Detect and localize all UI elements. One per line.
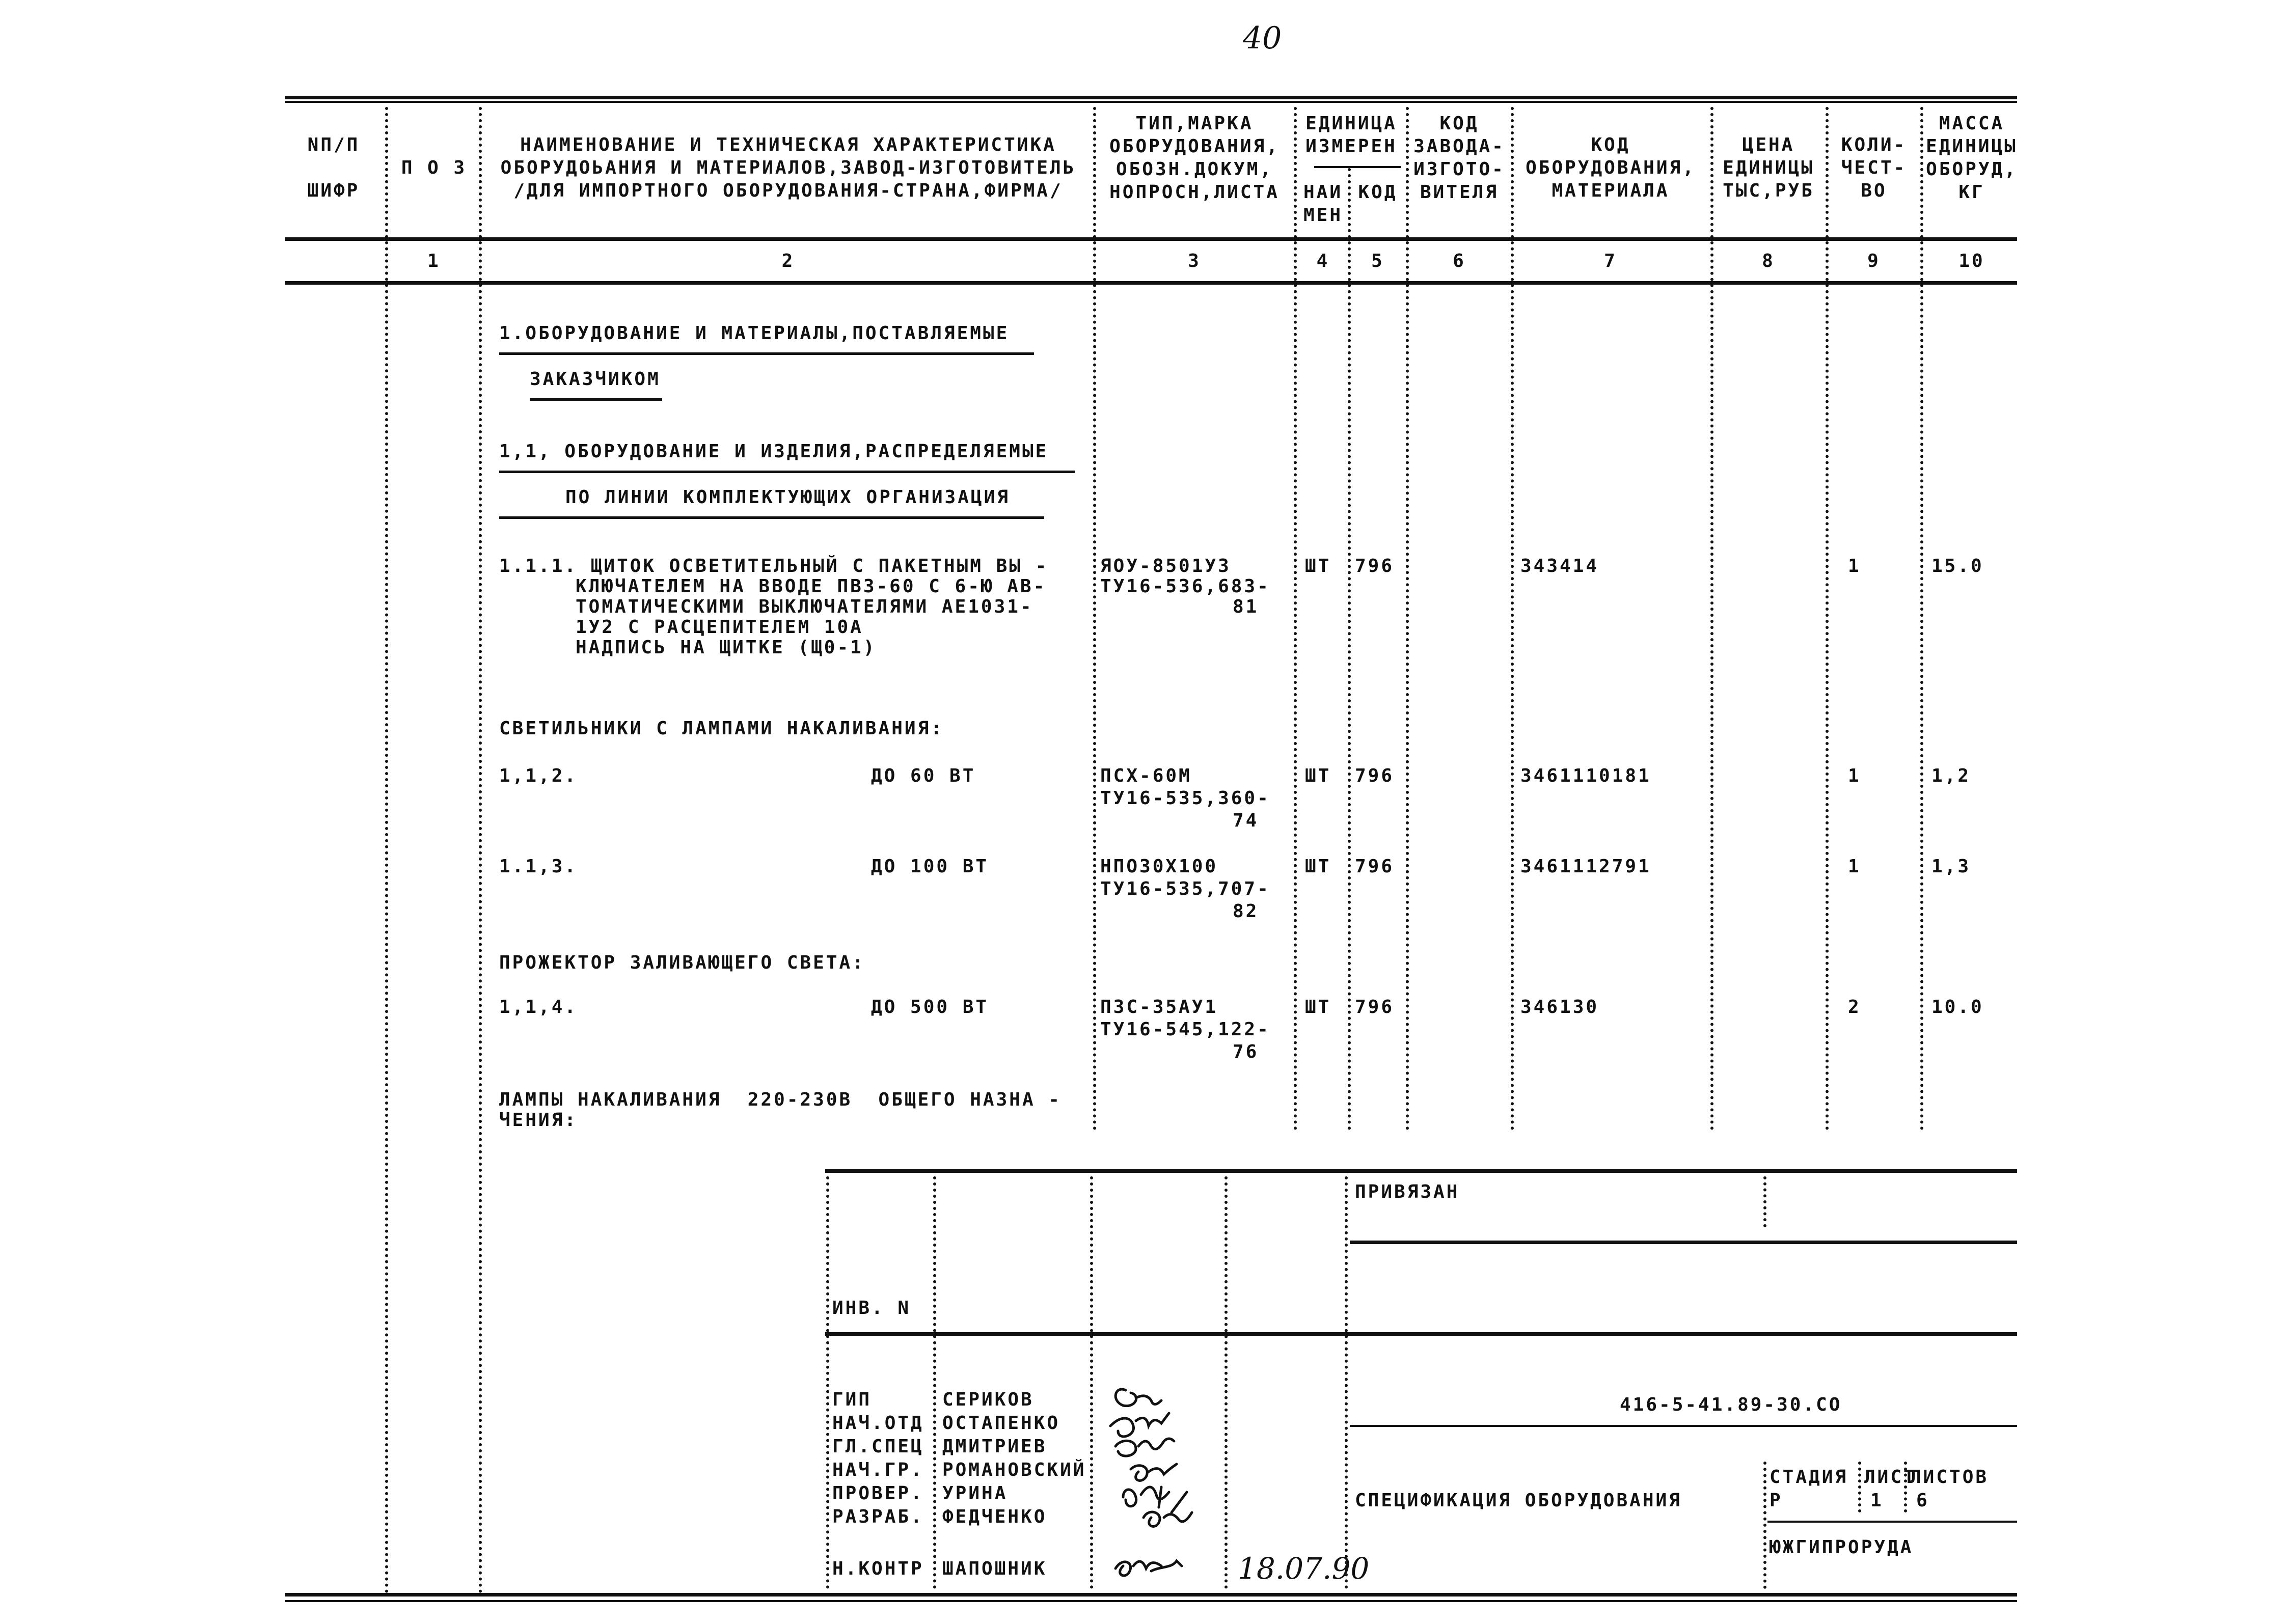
- item-114-qty: 2: [1848, 997, 1861, 1017]
- item-111-line-5: НАДПИСЬ НА ЩИТКЕ (Щ0-1): [576, 637, 877, 658]
- hdr-c3-l2: ОБОРУДОВАНИЯ,: [1109, 136, 1280, 157]
- hdr-c9-l1: КОЛИ-: [1841, 134, 1907, 155]
- hdr-unit-l2: ИЗМЕРЕН: [1305, 136, 1397, 157]
- item-114-code: 346130: [1520, 997, 1599, 1017]
- col-sep-4b: [1348, 168, 1351, 1131]
- col-sep-2: [479, 107, 482, 1594]
- hdr-c10-l4: КГ: [1958, 182, 1985, 203]
- stamp-name-3: РОМАНОВСКИЙ: [942, 1460, 1086, 1480]
- item-112-mass: 1,2: [1931, 765, 1971, 786]
- hdr-c7-l1: КОД: [1591, 134, 1630, 155]
- item-113-mass: 1,3: [1931, 856, 1971, 877]
- stamp-sep-b: [933, 1176, 936, 1589]
- lamps-heading: СВЕТИЛЬНИКИ С ЛАМПАМИ НАКАЛИВАНИЯ:: [499, 718, 944, 739]
- lamps-220-line-2: ЧЕНИЯ:: [499, 1110, 578, 1131]
- hdr-c9-l3: ВО: [1861, 180, 1887, 201]
- stamp-sheets-label: ЛИСТОВ: [1910, 1467, 1989, 1488]
- item-111-code: 343414: [1520, 556, 1599, 576]
- item-114-type-1: ПЗС-35АУ1: [1100, 997, 1218, 1017]
- item-112-qty: 1: [1848, 765, 1861, 786]
- stamp-doc-code: 416-5-41.89-30.CO: [1620, 1394, 1842, 1415]
- stamp-name-5: ФЕДЧЕНКО: [942, 1506, 1047, 1527]
- item-114-mass: 10.0: [1931, 997, 1984, 1017]
- item-111-line-1: 1.1.1. ЩИТОК ОСВЕТИТЕЛЬНЫЙ С ПАКЕТНЫМ ВЫ -: [499, 556, 1049, 576]
- colnum-6: 6: [1453, 251, 1466, 271]
- item-112-type-3: 74: [1233, 810, 1259, 831]
- page-number: 40: [1243, 20, 1282, 56]
- stamp-role-5: РАЗРАБ.: [832, 1506, 924, 1527]
- item-114-type-2: ТУ16-545,122-: [1100, 1019, 1270, 1040]
- col-sep-4: [1294, 107, 1297, 1131]
- item-114-num: 1,1,4.: [499, 997, 578, 1017]
- item-113-code: 3461112791: [1520, 856, 1651, 877]
- stamp-date: 18.07.90: [1238, 1551, 1370, 1586]
- stamp-role-2: ГЛ.СПЕЦ: [832, 1436, 924, 1457]
- section-11-title-2: ПО ЛИНИИ КОМПЛЕКТУЮЩИХ ОРГАНИЗАЦИЯ: [565, 487, 1010, 508]
- item-114-type-3: 76: [1233, 1041, 1259, 1062]
- hdr-c8-l2: ЕДИНИЦЫ: [1723, 157, 1814, 178]
- stamp-sep-h: [1858, 1462, 1861, 1512]
- col-sep-1: [385, 107, 388, 1594]
- item-112-unit: ШТ: [1305, 765, 1331, 786]
- hdr-c2-l3: /ДЛЯ ИМПОРТНОГО ОБОРУДОВАНИЯ-СТРАНА,ФИРМА/: [513, 180, 1063, 201]
- hdr-unit-l1: ЕДИНИЦА: [1305, 113, 1397, 134]
- section-1-title-2: ЗАКАЗЧИКОМ: [530, 369, 661, 390]
- stamp-name-4: УРИНА: [942, 1483, 1008, 1504]
- item-113-desc: ДО 100 ВТ: [871, 856, 989, 877]
- item-114-desc: ДО 500 ВТ: [871, 997, 989, 1017]
- hdr-c3-l1: ТИП,МАРКА: [1135, 113, 1254, 134]
- hdr-c9-l2: ЧЕСТ-: [1841, 157, 1907, 178]
- stamp-attached: ПРИВЯЗАН: [1355, 1181, 1460, 1202]
- item-111-type-1: ЯОУ-8501У3: [1100, 556, 1231, 576]
- hdr-c1: П О З: [401, 157, 467, 178]
- table-bottom-rule-2: [285, 1600, 2017, 1602]
- item-112-unit-code: 796: [1355, 765, 1395, 786]
- stamp-sheet-label: ЛИСТ: [1864, 1467, 1917, 1488]
- projector-heading: ПРОЖЕКТОР ЗАЛИВАЮЩЕГО СВЕТА:: [499, 952, 865, 973]
- stamp-name-1: ОСТАПЕНКО: [942, 1413, 1060, 1434]
- item-111-mass: 15.0: [1931, 556, 1984, 576]
- item-112-type-1: ПСХ-60М: [1100, 765, 1192, 786]
- stamp-sheets: 6: [1916, 1490, 1929, 1511]
- hdr-c0-l1: NП/П: [307, 134, 360, 155]
- item-113-qty: 1: [1848, 856, 1861, 877]
- colnum-9: 9: [1867, 251, 1881, 271]
- stamp-title: СПЕЦИФИКАЦИЯ ОБОРУДОВАНИЯ: [1355, 1490, 1682, 1511]
- item-111-line-3: ТОМАТИЧЕСКИМИ ВЫКЛЮЧАТЕЛЯМИ АЕ1031-: [576, 596, 1033, 617]
- stamp-sep-a: [826, 1176, 829, 1589]
- section-11-underline: [499, 471, 1075, 473]
- item-112-desc: ДО 60 ВТ: [871, 765, 976, 786]
- stamp-sep-g: [1763, 1462, 1766, 1589]
- colnum-5: 5: [1371, 251, 1384, 271]
- item-112-code: 3461110181: [1520, 765, 1651, 786]
- hdr-c3-l3: ОБОЗН.ДОКУМ,: [1115, 159, 1273, 180]
- hdr-c8-l3: ТЫС,РУБ: [1723, 180, 1814, 201]
- hdr-c7-l3: МАТЕРИАЛА: [1552, 180, 1670, 201]
- hdr-c10-l3: ОБОРУД,: [1926, 159, 2018, 180]
- colnum-10: 10: [1958, 251, 1985, 271]
- colnum-7: 7: [1604, 251, 1617, 271]
- item-111-qty: 1: [1848, 556, 1861, 576]
- item-113-unit-code: 796: [1355, 856, 1395, 877]
- item-113-type-1: НПО30Х100: [1100, 856, 1218, 877]
- item-112-type-2: ТУ16-535,360-: [1100, 788, 1270, 809]
- item-111-line-2: КЛЮЧАТЕЛЕМ НА ВВОДЕ ПВЗ-60 С 6-Ю АВ-: [576, 576, 1047, 597]
- stamp-role-0: ГИП: [832, 1389, 872, 1410]
- hdr-unit-divider: [1314, 166, 1401, 168]
- item-111-type-3: 81: [1233, 596, 1259, 617]
- item-114-unit: ШТ: [1305, 997, 1331, 1017]
- header-bottom-rule: [285, 237, 2017, 241]
- section-11-title: 1,1, ОБОРУДОВАНИЕ И ИЗДЕЛИЯ,РАСПРЕДЕЛЯЕМЫЕ: [499, 441, 1049, 462]
- hdr-c6-l3: ИЗГОТО-: [1413, 159, 1505, 180]
- stamp-role-4: ПРОВЕР.: [832, 1483, 924, 1504]
- signatures: [1095, 1370, 1228, 1594]
- colnum-bottom-rule: [285, 281, 2017, 285]
- stamp-attached-rule: [1350, 1241, 2017, 1244]
- hdr-c10-l1: МАССА: [1939, 113, 2005, 134]
- hdr-c2-l2: ОБОРУДОЬАНИЯ И МАТЕРИАЛОВ,ЗАВОД-ИЗГОТОВИТЕЛЬ: [500, 157, 1076, 178]
- colnum-3: 3: [1188, 251, 1201, 271]
- table-top-rule-2: [285, 101, 2017, 103]
- colnum-1: 1: [427, 251, 441, 271]
- item-114-unit-code: 796: [1355, 997, 1395, 1017]
- hdr-c0-l3: ШИФР: [307, 180, 360, 201]
- item-112-num: 1,1,2.: [499, 765, 578, 786]
- item-111-unit-code: 796: [1355, 556, 1395, 576]
- stamp-org: ЮЖГИПРОРУДА: [1770, 1537, 1914, 1558]
- stamp-stage-label: СТАДИЯ: [1770, 1467, 1848, 1488]
- colnum-4: 4: [1316, 251, 1330, 271]
- item-111-type-2: ТУ16-536,683-: [1100, 576, 1270, 597]
- hdr-c6-l1: КОД: [1439, 113, 1479, 134]
- table-top-rule: [285, 96, 2017, 99]
- hdr-c8-l1: ЦЕНА: [1742, 134, 1795, 155]
- hdr-c5: КОД: [1358, 182, 1398, 203]
- item-113-type-3: 82: [1233, 901, 1259, 922]
- item-113-num: 1.1,3.: [499, 856, 578, 877]
- stamp-role-1: НАЧ.ОТД: [832, 1413, 924, 1434]
- hdr-c4-l1: НАИ: [1303, 182, 1343, 203]
- section-1-underline-2: [530, 398, 662, 401]
- stamp-sep-e: [1345, 1176, 1348, 1589]
- stamp-sheet: 1: [1870, 1490, 1884, 1511]
- hdr-c3-l4: НОПРОСН,ЛИСТА: [1109, 182, 1280, 203]
- hdr-c2-l1: НАИМЕНОВАНИЕ И ТЕХНИЧЕСКАЯ ХАРАКТЕРИСТИКА: [520, 134, 1056, 155]
- stamp-name-6: ШАПОШНИК: [942, 1558, 1047, 1579]
- colnum-2: 2: [781, 251, 795, 271]
- stamp-top-rule: [825, 1169, 2017, 1173]
- stamp-stage: Р: [1770, 1490, 1783, 1511]
- section-11-underline-2: [499, 516, 1044, 519]
- hdr-c7-l2: ОБОРУДОВАНИЯ,: [1526, 157, 1696, 178]
- colnum-8: 8: [1762, 251, 1775, 271]
- hdr-c10-l2: ЕДИНИЦЫ: [1926, 136, 2018, 157]
- stamp-mid-rule: [825, 1332, 2017, 1336]
- stamp-name-0: СЕРИКОВ: [942, 1389, 1034, 1410]
- section-1-title: 1.ОБОРУДОВАНИЕ И МАТЕРИАЛЫ,ПОСТАВЛЯЕМЫЕ: [499, 323, 1010, 344]
- hdr-c6-l4: ВИТЕЛЯ: [1420, 182, 1499, 203]
- stamp-stage-rule: [1767, 1521, 2017, 1523]
- item-113-unit: ШТ: [1305, 856, 1331, 877]
- stamp-sep-f: [1763, 1176, 1766, 1227]
- item-111-unit: ШТ: [1305, 556, 1331, 576]
- stamp-role-3: НАЧ.ГР.: [832, 1460, 924, 1480]
- stamp-role-6: Н.КОНТР: [832, 1558, 924, 1579]
- stamp-inv-no: ИНВ. N: [832, 1298, 911, 1318]
- stamp-sep-c: [1090, 1176, 1093, 1589]
- section-1-underline: [499, 352, 1034, 355]
- lamps-220-line-1: ЛАМПЫ НАКАЛИВАНИЯ 220-230В ОБЩЕГО НАЗНА -: [499, 1089, 1062, 1110]
- item-111-line-4: 1У2 С РАСЦЕПИТЕЛЕМ 10А: [576, 617, 863, 638]
- hdr-c4-l2: МЕН: [1303, 205, 1343, 226]
- item-113-type-2: ТУ16-535,707-: [1100, 878, 1270, 899]
- hdr-c6-l2: ЗАВОДА-: [1413, 136, 1505, 157]
- stamp-name-2: ДМИТРИЕВ: [942, 1436, 1047, 1457]
- stamp-code-rule: [1350, 1425, 2017, 1427]
